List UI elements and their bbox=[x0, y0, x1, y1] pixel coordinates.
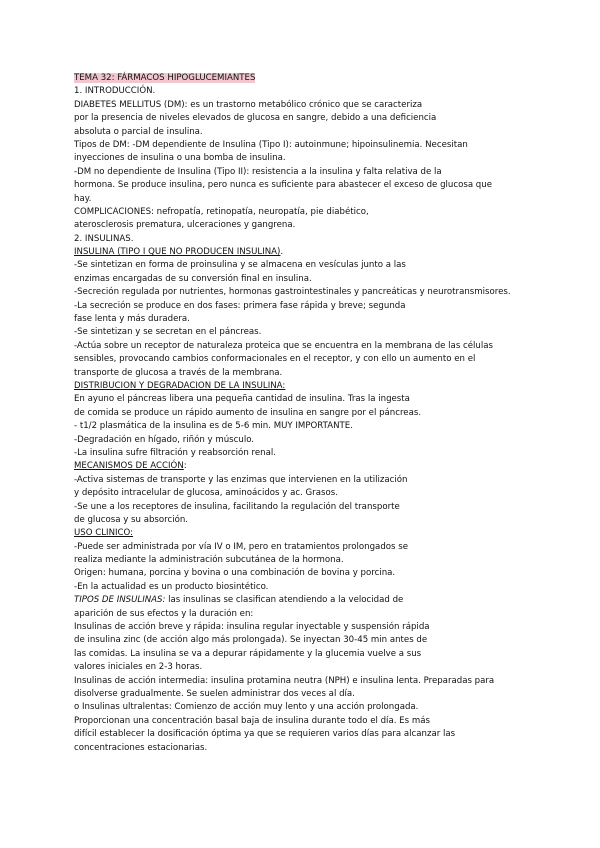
line-text: En ayuno el páncreas libera una pequeña cantidad de insulina. Tras la ingesta bbox=[74, 394, 410, 405]
text-line bbox=[74, 688, 544, 701]
text-line bbox=[74, 300, 544, 313]
text-line bbox=[74, 460, 544, 473]
section-heading: MECANISMOS DE ACCIÓN bbox=[74, 461, 184, 472]
text-line bbox=[74, 85, 544, 98]
text-line bbox=[74, 675, 544, 688]
text-line bbox=[74, 420, 544, 433]
text-line bbox=[74, 594, 544, 607]
line-text: aparición de sus efectos y la duración en: bbox=[74, 608, 254, 619]
text-line bbox=[74, 259, 544, 272]
text-line bbox=[74, 541, 544, 554]
text-line bbox=[74, 99, 544, 112]
line-text: inyecciones de insulina o una bomba de insulina. bbox=[74, 153, 286, 164]
text-line bbox=[74, 581, 544, 594]
text-line bbox=[74, 126, 544, 139]
line-text: -Se sintetizan y se secretan en el páncreas. bbox=[74, 327, 262, 338]
line-text: por la presencia de niveles elevados de glucosa en sangre, debido a una deficiencia bbox=[74, 113, 437, 124]
text-line bbox=[74, 179, 544, 192]
line-text: -Puede ser administrada por vía IV o IM, pero en tratamientos prolongados se bbox=[74, 541, 409, 552]
text-line bbox=[74, 273, 544, 286]
line-text: -La insulina sufre filtración y reabsorción renal. bbox=[74, 447, 276, 458]
text-line bbox=[74, 152, 544, 165]
text-line bbox=[74, 166, 544, 179]
line-text: 1. INTRODUCCIÓN. bbox=[74, 86, 156, 97]
line-text: Insulinas de acción breve y rápida: insulina regular inyectable y suspensión rápida bbox=[74, 622, 430, 633]
line-text: hay. bbox=[74, 193, 92, 204]
text-line bbox=[74, 286, 544, 299]
line-text: realiza mediante la administración subcutánea de la hormona. bbox=[74, 555, 344, 566]
text-line bbox=[74, 326, 544, 339]
text-line bbox=[74, 193, 544, 206]
text-line bbox=[74, 661, 544, 674]
line-text: difícil establecer la dosificación óptima ya que se requieren varios días para alcanzar las bbox=[74, 729, 456, 740]
line-text: -Activa sistemas de transporte y las enzimas que intervienen en la utilización bbox=[74, 474, 408, 485]
section-heading: USO CLINICO: bbox=[74, 528, 134, 539]
text-line bbox=[74, 742, 544, 755]
text-line bbox=[74, 634, 544, 647]
text-line bbox=[74, 313, 544, 326]
line-text: -Se sintetizan en forma de proinsulina y se almacena en vesículas junto a las bbox=[74, 260, 406, 271]
line-text: : bbox=[183, 461, 187, 472]
text-line bbox=[74, 139, 544, 152]
text-line bbox=[74, 393, 544, 406]
document-title bbox=[74, 72, 544, 85]
text-line bbox=[74, 527, 544, 540]
line-text: y depósito intracelular de glucosa, aminoácidos y ac. Grasos. bbox=[74, 488, 338, 499]
title-highlight: TEMA 32: FÁRMACOS HIPOGLUCEMIANTES bbox=[74, 73, 256, 83]
line-text: -La secreción se produce en dos fases: primera fase rápida y breve; segunda bbox=[74, 300, 406, 311]
text-line bbox=[74, 501, 544, 514]
text-line bbox=[74, 474, 544, 487]
text-line bbox=[74, 340, 544, 353]
italic-heading: TIPOS DE INSULINAS: bbox=[74, 595, 166, 606]
text-line bbox=[74, 407, 544, 420]
line-text: disolverse gradualmente. Se suelen administrar dos veces al día. bbox=[74, 688, 355, 699]
line-text: de comida se produce un rápido aumento de insulina en sangre por el páncreas. bbox=[74, 407, 422, 418]
line-text: - t1/2 plasmática de la insulina es de 5-6 min. MUY IMPORTANTE. bbox=[74, 421, 353, 432]
text-line bbox=[74, 206, 544, 219]
text-line bbox=[74, 233, 544, 246]
line-text: sensibles, provocando cambios conformacionales en el receptor, y con ello un aumento en el bbox=[74, 354, 476, 365]
line-text: o Insulinas ultralentas: Comienzo de acción muy lento y una acción prolongada. bbox=[74, 702, 419, 713]
line-text: valores iniciales en 2-3 horas. bbox=[74, 662, 203, 673]
text-line bbox=[74, 608, 544, 621]
line-text: de insulina zinc (de acción algo más prolongada). Se inyectan 30-45 min antes de bbox=[74, 635, 428, 646]
line-text: Tipos de DM: -DM dependiente de Insulina (Tipo I): autoinmune; hipoinsulinemia. Necesitan bbox=[74, 139, 468, 150]
line-text: COMPLICACIONES: nefropatía, retinopatía, neuropatía, pie diabético, bbox=[74, 206, 369, 217]
line-text: enzimas encargadas de su conversión final en insulina. bbox=[74, 273, 312, 284]
text-line bbox=[74, 367, 544, 380]
text-line bbox=[74, 701, 544, 714]
line-text: las insulinas se clasifican atendiendo a la velocidad de bbox=[165, 595, 404, 606]
line-text: las comidas. La insulina se va a depurar rápidamente y la glucemia vuelve a sus bbox=[74, 648, 422, 659]
text-line bbox=[74, 567, 544, 580]
line-text: absoluta o parcial de insulina. bbox=[74, 126, 203, 137]
document-lines bbox=[74, 85, 544, 755]
line-text: Proporcionan una concentración basal baja de insulina durante todo el día. Es más bbox=[74, 715, 430, 726]
text-line bbox=[74, 353, 544, 366]
text-line bbox=[74, 487, 544, 500]
line-text: -En la actualidad es un producto biosintético. bbox=[74, 581, 269, 592]
line-text: de glucosa y su absorción. bbox=[74, 514, 189, 525]
text-line bbox=[74, 434, 544, 447]
line-text: -Se une a los receptores de insulina, facilitando la regulación del transporte bbox=[74, 501, 400, 512]
text-line bbox=[74, 219, 544, 232]
line-text: Origen: humana, porcina y bovina o una combinación de bovina y porcina. bbox=[74, 568, 396, 579]
line-text: . bbox=[280, 247, 284, 258]
text-line bbox=[74, 648, 544, 661]
line-text: Insulinas de acción intermedia: insulina protamina neutra (NPH) e insulina lenta. Preparadas para bbox=[74, 675, 495, 686]
line-text: DIABETES MELLITUS (DM): es un trastorno metabólico crónico que se caracteriza bbox=[74, 99, 423, 110]
line-text: transporte de glucosa a través de la membrana. bbox=[74, 367, 283, 378]
text-line bbox=[74, 447, 544, 460]
text-line bbox=[74, 554, 544, 567]
line-text: -DM no dependiente de Insulina (Tipo II): resistencia a la insulina y falta relativa de la bbox=[74, 166, 442, 177]
text-line bbox=[74, 246, 544, 259]
document-body bbox=[74, 72, 544, 755]
text-line bbox=[74, 514, 544, 527]
line-text: fase lenta y más duradera. bbox=[74, 314, 190, 325]
line-text: concentraciones estacionarias. bbox=[74, 742, 208, 753]
text-line bbox=[74, 728, 544, 741]
line-text: hormona. Se produce insulina, pero nunca es suficiente para abastecer el exceso de glucosa que bbox=[74, 180, 493, 191]
line-text: -Degradación en hígado, riñón y músculo. bbox=[74, 434, 255, 445]
line-text: -Actúa sobre un receptor de naturaleza proteica que se encuentra en la membrana de las células bbox=[74, 340, 494, 351]
text-line bbox=[74, 621, 544, 634]
text-line bbox=[74, 715, 544, 728]
line-text: 2. INSULINAS. bbox=[74, 233, 134, 244]
text-line bbox=[74, 380, 544, 393]
line-text: -Secreción regulada por nutrientes, hormonas gastrointestinales y pancreáticas y neurotransmisores. bbox=[74, 287, 511, 298]
section-heading: INSULINA (TIPO I QUE NO PRODUCEN INSULINA) bbox=[74, 247, 281, 258]
text-line bbox=[74, 112, 544, 125]
line-text: aterosclerosis prematura, ulceraciones y gangrena. bbox=[74, 220, 296, 231]
section-heading: DISTRIBUCION Y DEGRADACION DE LA INSULINA: bbox=[74, 380, 286, 391]
